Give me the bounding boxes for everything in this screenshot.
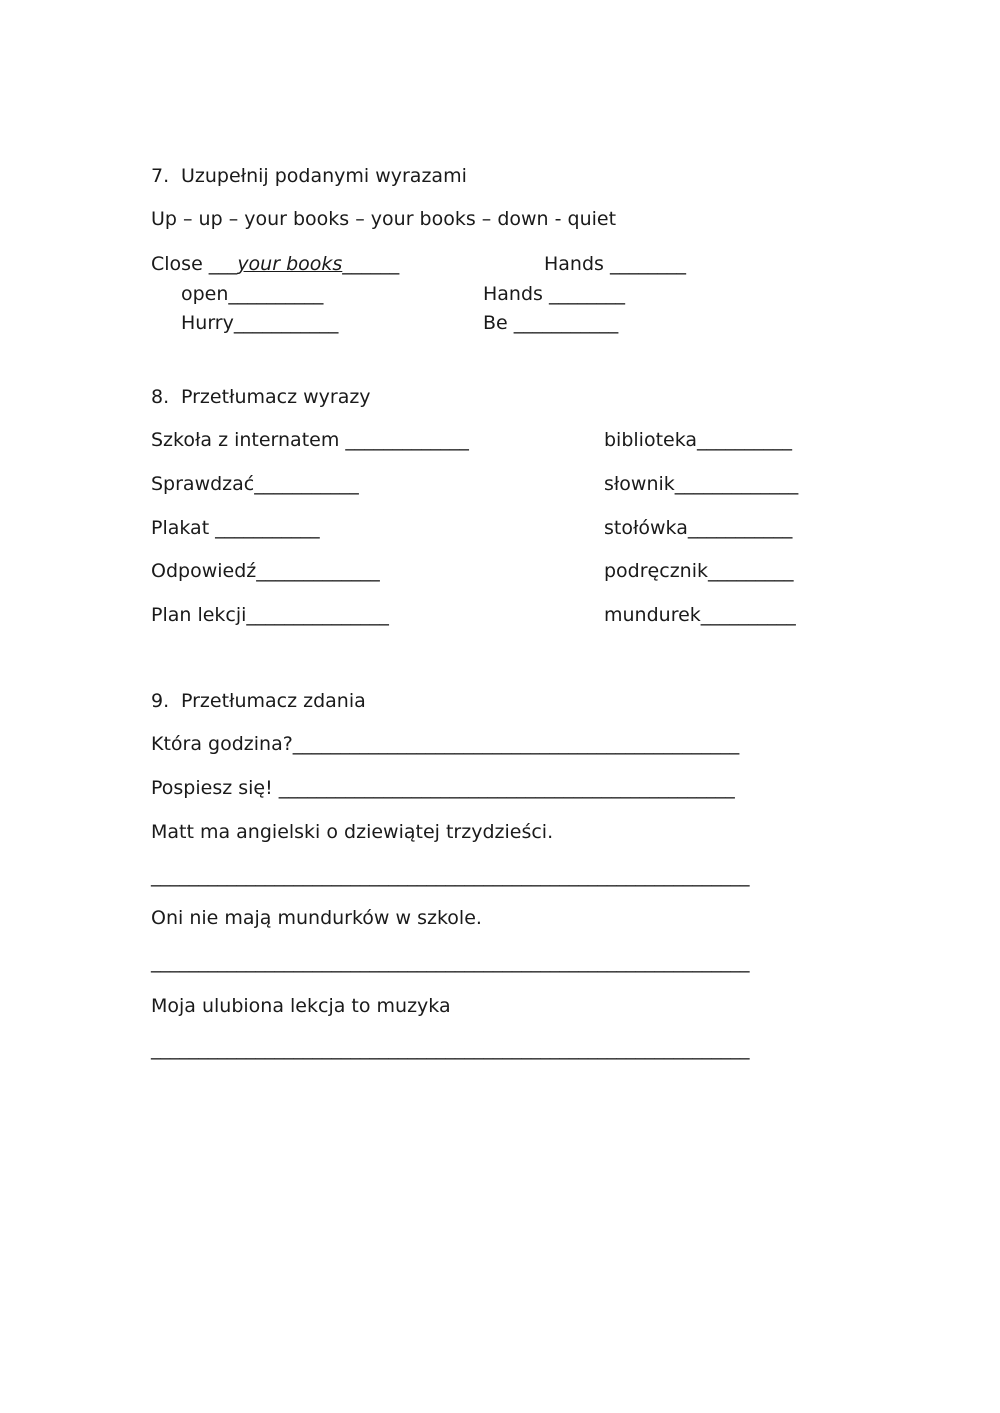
fill-item-answer: your books — [237, 253, 343, 275]
exercise-7-title: Uzupełnij podanymi wyrazami — [181, 165, 467, 187]
exercise-7-number: 7. — [151, 165, 170, 187]
translate-word-left: Odpowiedź_____________ — [151, 560, 380, 582]
translate-sentence: Matt ma angielski o dziewiątej trzydzieści. — [151, 821, 554, 843]
translate-word-left: Plan lekcji_______________ — [151, 604, 389, 626]
exercise-8-title: Przetłumacz wyrazy — [181, 386, 371, 408]
translate-word-right: mundurek__________ — [604, 604, 796, 626]
translate-word-right: biblioteka__________ — [604, 429, 793, 451]
fill-item-suffix: ______ — [342, 253, 400, 275]
exercise-8-heading — [151, 385, 371, 409]
exercise-8-number: 8. — [151, 386, 170, 408]
fill-item-prefix: Close ___ — [151, 253, 238, 275]
exercise-9-title: Przetłumacz zdania — [181, 690, 366, 712]
fill-item-hands-1: Hands ________ — [544, 253, 686, 275]
fill-item-be: Be ___________ — [483, 312, 619, 334]
fill-item-hurry: Hurry___________ — [181, 312, 339, 334]
translate-word-left: Sprawdzać___________ — [151, 473, 359, 495]
exercise-7-heading — [151, 164, 467, 188]
translate-sentence: Pospiesz się! ________________________________________________ — [151, 777, 735, 799]
answer-line: _______________________________________________________________ — [151, 1038, 750, 1060]
fill-item-hands-2: Hands ________ — [483, 283, 625, 305]
translate-sentence: Moja ulubiona lekcja to muzyka — [151, 995, 451, 1017]
translate-word-right: stołówka___________ — [604, 517, 793, 539]
translate-word-right: podręcznik_________ — [604, 560, 794, 582]
fill-item-open: open__________ — [181, 283, 324, 305]
exercise-9-number: 9. — [151, 690, 170, 712]
translate-word-left: Szkoła z internatem _____________ — [151, 429, 469, 451]
translate-sentence: Oni nie mają mundurków w szkole. — [151, 907, 482, 929]
exercise-9-heading — [151, 689, 366, 713]
translate-word-right: słownik_____________ — [604, 473, 799, 495]
translate-sentence: Która godzina?_______________________________________________ — [151, 733, 740, 755]
translate-word-left: Plakat ___________ — [151, 517, 320, 539]
word-bank: Up – up – your books – your books – down - quiet — [151, 208, 617, 230]
answer-line: _______________________________________________________________ — [151, 951, 750, 973]
fill-item-close — [151, 252, 399, 276]
answer-line: _______________________________________________________________ — [151, 865, 750, 887]
